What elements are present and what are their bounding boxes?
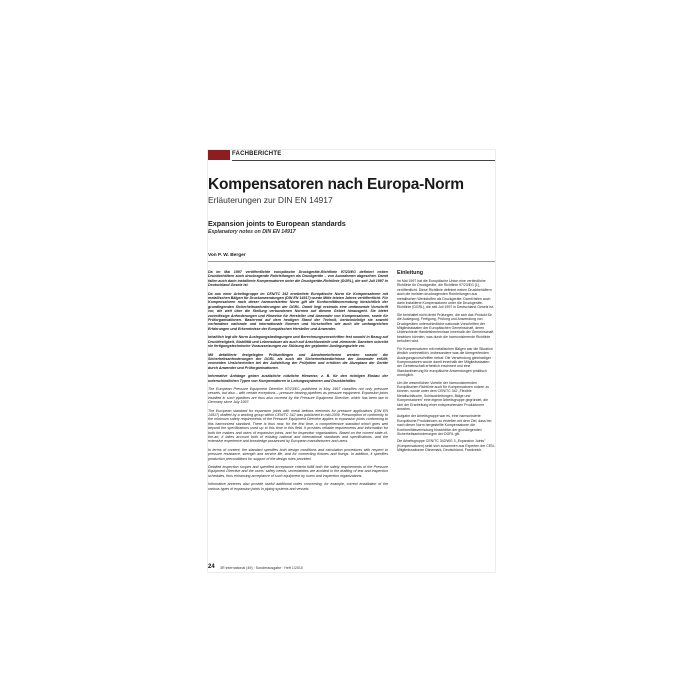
- intro-paragraph: Die Arbeitsgruppe CEN/TC 342/WG 3 „Expansion Joints" (Kompensatoren) setzt sich zusammen aus Experten der CEN-Mitgliedsnationen Dänemark, Deutschland, Frankreich,: [397, 439, 495, 453]
- abstract-de-paragraph: Informative Anhänge geben zusätzliche nützliche Hinweise, z. B. für den richtigen Einbau der unterschiedlichen Typen von Kompensatoren in Leitungssystemen und Druckbehälter.: [208, 374, 388, 383]
- section-rule: [232, 160, 495, 161]
- abstract-de-paragraph: Da im Mai 1997 veröffentlichte europäische Druckgeräte-Richtlinie 97/23/EG definiert neben Druckbehältern auch druckragende Rohrleitungen als Druckgeräte – von Ausnahmen abgesehen. Damit fallen auch darin installierte Kompensatoren unter die Druckgeräte-Richtlinie (DGRL), die seit Juli 1997 in Deutschland Gesetz ist.: [208, 270, 388, 288]
- abstract-en-paragraph: The European standard for expansion joints with metal bellows elements for pressure applications (DIN EN 14917) drafted by a working group within CEN/TC 342 was published in mid-2009. Presumption of conformity to the minimum safety requirements of the Pressure Equipment Directive applies to expansion joints conforming to this harmonized standard. There is thus now, for the first time, a comprehensive standard which goes well beyond the specifications used up to this time in this field. It provides reliable requirements and information for both the makers and users of expansion joints, and for inspection organizations. Based on the current state-of-the-art, it takes account both of existing national and international standards and specifications, and the extensive experience and knowledge possessed by European manufacturers and users.: [208, 408, 388, 444]
- article-title: Kompensatoren nach Europa-Norm: [208, 176, 464, 193]
- article-subtitle: Erläuterungen zur DIN EN 14917: [208, 195, 333, 205]
- article-title-english: Expansion joints to European standards: [208, 219, 346, 228]
- abstract-english: [208, 387, 388, 491]
- page-number: 24: [208, 564, 215, 570]
- section-accent-bar: [208, 150, 230, 160]
- author-line: Von P. W. Berger: [208, 253, 246, 258]
- abstract-german: [208, 270, 388, 383]
- abstract-de-paragraph: Inhaltlich legt die Norm Auslegungsbedingungen und Berechnungsvorschriften fest sowohl in Bezug auf Druckfestigkeit, Stabilität und Lebensdauer als auch auf Anschlussteile und -elemente. Daneben schreibt sie fertigungstechnische Voraussetzungen zur Stützung der geplanten Auslegungsziele vor.: [208, 335, 388, 349]
- abstract-de-paragraph: Mit detaillierte festgelegten Prüfumfängen und Abnahmekriterien werden sowohl die Sicherheitsanforderungen der DGRL als auch die Sicherheitsbedürfnisse der Anwender erfüllt; vermeiden Unsicherheiten bei der Aufstellung der Prüfpläne und erhöhen die Akzeptanz der Geräte durch Anwender und Prüforganisationen.: [208, 352, 388, 370]
- abstract-de-paragraph: Da aus einer Arbeitsgruppe im CEN/TC 342 erarbeitete Europäische Norm für Kompensatoren mit metallischen Bälgen für Druckanwendungen (DIN EN 14917) wurde Mitte letzten Jahres veröffentlicht. Für Kompensatoren nach dieser harmonisierten Norm gilt die Konformitätsvermutung hinsichtlich der grundlegenden Sicherheitsanforderungen der DGRL. Damit liegt erstmals eine umfassende Vorschrift vor, die weit über die Stellung verbundenen Normen auf diesem Gebiet hinausgeht. Sie bietet zuverlässige Anforderungen und Hinweise für Hersteller und Anwender von Kompensatoren, sowie für Prüforganisationen. Basierend auf dem heutigen Stand der Technik, berücksichtigt sie sowohl vorhandene nationale und internationale Normen und Vorschriften wie auch die umfangreichen Erfahrungen und Erkenntnisse der Europäischen Hersteller und Anwender.: [208, 291, 388, 331]
- abstract-en-paragraph: Informative annexes also provide useful additional notes concerning, for example, correct installation of the various types of expansion joints in piping systems and vessels.: [208, 482, 388, 491]
- intro-heading: Einleitung: [397, 270, 424, 276]
- intro-paragraph: Aufgabe der Arbeitsgruppe war es, eine harmonisierte Europäische Produktnorm zu erstellen mit dem Ziel, dass bei nach dieser Norm hergestellte Kompensatoren die Konformitätsvermutung hinsichtlich der grundlegenden Sicherheitsanforderungen der DGRL gilt.: [397, 414, 492, 436]
- abstract-column: [208, 270, 388, 495]
- article-subtitle-english: Explanatory notes on DIN EN 14917: [208, 229, 296, 235]
- intro-paragraph: Um die wesentlichen Vorteile der harmonisierenden Europäischen Richtlinie auch für Kompensatoren nutzen zu können, wurde unter dem CEN/TC 342 „Flexible Metallschläuche, Schlauchleitungen, Bälge und Kompensatoren" eine eigene Arbeitsgruppe gegründet, die sich der Erarbeitung einer entsprechenden Produktnorm annahm.: [397, 380, 490, 411]
- intro-paragraph: Im Mai 1997 hat die Europäische Union eine verbindliche Richtlinie für Druckgeräte, die Richtlinie 97/23/EG [1], veröffentlicht. Diese Richtlinie definiert neben Druckbehältern auch die meisten druckragenden Rohrleitungen aus metallischen Werkstoffen als Druckgeräte. Damit fallen auch darin installierte Kompensatoren unter die Druckgeräte-Richtlinie (DGRL), die seit Juli 1997 in Deutschland Gesetz ist.: [397, 279, 494, 310]
- intro-column: [397, 270, 495, 456]
- section-label: FACHBERICHTE: [232, 151, 282, 157]
- journal-page: [208, 150, 495, 572]
- author-rule: [208, 261, 495, 262]
- intro-paragraph: Für Kompensatoren mit metallischen Bälgen war die Situation ähnlich uneinheitlich, insbesondere was die übergreifenden Auslegungsvorschriften betraf. Die Verwendung gleichartiger Kompensatoren wurde damit innerhalb der Mitgliedsstaaten der Gemeinschaft erheblich erschwert und eine Standardisierung für europäische Anwendungen praktisch unmöglich.: [397, 346, 493, 378]
- intro-paragraph: Sie beinhaltet nicht direkt Prüfungen, die sich das Produkt für die Auslegung, Fertigung, Prüfung und Anwendung von Druckgeräten unterschiedliche nationale Vorschriften der Mitgliedsstaaten der Europäischen Gemeinschaft, deren Unterschiede Handelshemmnisse innerhalb der Gemeinschaft bewirken könnten, was durch die harmonisierende Richtlinie behoben wird.: [397, 312, 494, 344]
- footer-publication: 3R international (49) · Sonderausgabe · Heft 1/2010: [220, 566, 303, 570]
- abstract-en-paragraph: Detailed inspection scopes and specified acceptance criteria fulfill both the safety requirements of the Pressure Equipment Directive and the users' safety needs; uncertainties are avoided in the drafting of test and inspection schedules, thus enhancing acceptance of such equipment by users and inspection organizations.: [208, 465, 388, 478]
- abstract-en-paragraph: The European Pressure Equipment Directive 97/23/EC published in May 1997 classifies not only pressure vessels, but also – with certain exceptions – pressure bearing pipelines as pressure equipment. Expansion joints installed in such pipelines are thus also covered by the Pressure Equipment Directive, which has been law in Germany since July 1997.: [208, 386, 388, 405]
- abstract-en-paragraph: In terms of content, the standard specifies both design conditions and calculation procedures with respect to pressure resistance, strength and service life, and for connecting fixtures and fixings. In addition, it specifies production preconditions for support of the design rules provided.: [208, 447, 388, 461]
